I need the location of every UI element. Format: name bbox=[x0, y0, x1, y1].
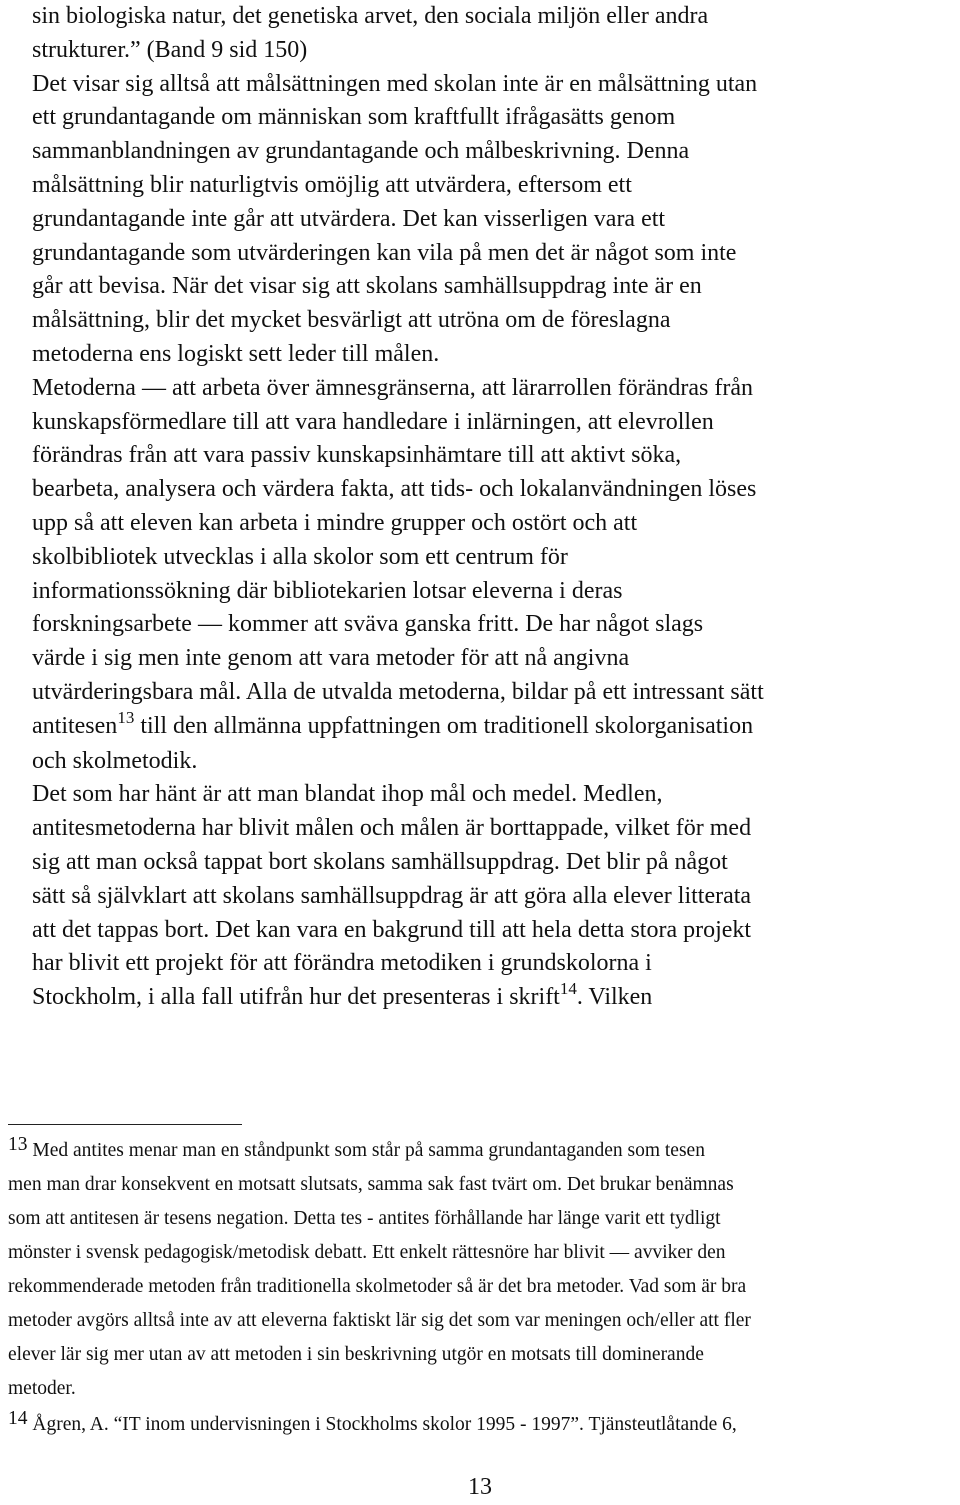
paragraph-methods-text-after: till den allmänna uppfattningen om traditionell skolorganisation och skolmetodik. bbox=[32, 712, 754, 774]
paragraph-goals: Det visar sig alltså att målsättningen med skolan inte är en målsättning utan ett grundantagande om människan som kraftfullt ifrågasätts genom sammanblandningen av grundantagande och målbeskrivning. Denna målsättning blir naturligtvis omöjlig att utvärdera, eftersom ett grundantagande inte går att utvärdera. Det kan visserligen vara ett grundantagande som utvärderingen kan vila på men det är något som inte går att bevisa. När det visar sig att skolans samhällsuppdrag inte är en målsättning, blir det mycket besvärligt att utröna om de föreslagna metoderna ens logiskt sett leder till målen. bbox=[32, 70, 758, 367]
paragraph-methods bbox=[32, 372, 947, 779]
paragraph-conclusion-text-after: . Vilken bbox=[576, 984, 653, 1011]
footnote-text-14: Ågren, A. “IT inom undervisningen i Stockholms skolor 1995 - 1997”. Tjänsteutlåtande 6, bbox=[27, 1414, 737, 1435]
paragraph-conclusion bbox=[32, 778, 947, 1016]
paragraph-conclusion-text-before: Det som har hänt är att man blandat ihop mål och medel. Medlen, antitesmetoderna har blivit målen och målen är borttappade, vilket för med sig att man också tappat bort skolans samhällsuppdrag. Det blir på något sätt så självklart att skolans samhällsuppdrag är att göra alla elever litterata att det tappas bort. Det kan vara en bakgrund till att hela detta stora projekt har blivit ett projekt för att förändra metodiken i grundskolorna i Stockholm, i alla fall utifrån hur det presenteras i skrift bbox=[32, 781, 752, 1011]
body-text bbox=[32, 0, 947, 1016]
footnote-14 bbox=[8, 1408, 958, 1442]
footnote-ref-14[interactable]: 14 bbox=[559, 979, 577, 999]
footnote-number-14: 14 bbox=[8, 1408, 28, 1429]
footnote-13 bbox=[8, 1134, 958, 1406]
paragraph-methods-text-before: Metoderna — att arbeta över ämnesgränserna, att lärarrollen förändras från kunskapsförmedlare till att vara handledare i inlärningen, att elevrollen förändras från att vara passiv kunskapsinhämtare till att aktivt söka, bearbeta, analysera och värdera fakta, att tids- och lokalanvändningen löses upp så att eleven kan arbeta i mindre grupper och ostört och att skolbibliotek utvecklas i alla skolor som ett centrum för informationssökning där bibliotekarien lotsar eleverna i deras forskningsarbete — kommer att sväva ganska fritt. De har något slags värde i sig men inte genom att vara metoder för att nå angivna utvärderingsbara mål. Alla de utvalda metoderna, bildar på ett intressant sätt antitesen bbox=[32, 374, 764, 739]
footnote-text-13: Med antites menar man en ståndpunkt som står på samma grundantaganden som tesen men man drar konsekvent en motsatt slutsats, samma sak fast tvärt om. Det brukar benämnas som att antitesen är tesens negation. Detta tes - antites förhållande har länge varit ett tydligt mönster i svensk pedagogisk/metodisk debatt. Ett enkelt rättesnöre har blivit — avviker den rekommenderade metoden från traditionella skolmetoder så är det bra metoder. Vad som är bra metoder avgörs alltså inte av att eleverna faktiskt lär sig det som var meningen och/eller att fler elever lär sig mer utan av att metoden i sin beskrivning utgör en motsats till dominerande metoder. bbox=[8, 1140, 751, 1399]
footnote-divider bbox=[8, 1124, 242, 1125]
footnote-ref-13[interactable]: 13 bbox=[117, 707, 135, 727]
page-number: 13 bbox=[468, 1474, 492, 1500]
footnote-number-13: 13 bbox=[8, 1134, 28, 1155]
paragraph-quote-end: sin biologiska natur, det genetiska arvet, den sociala miljön eller andra strukturer.” (Band 9 sid 150) bbox=[32, 3, 709, 63]
